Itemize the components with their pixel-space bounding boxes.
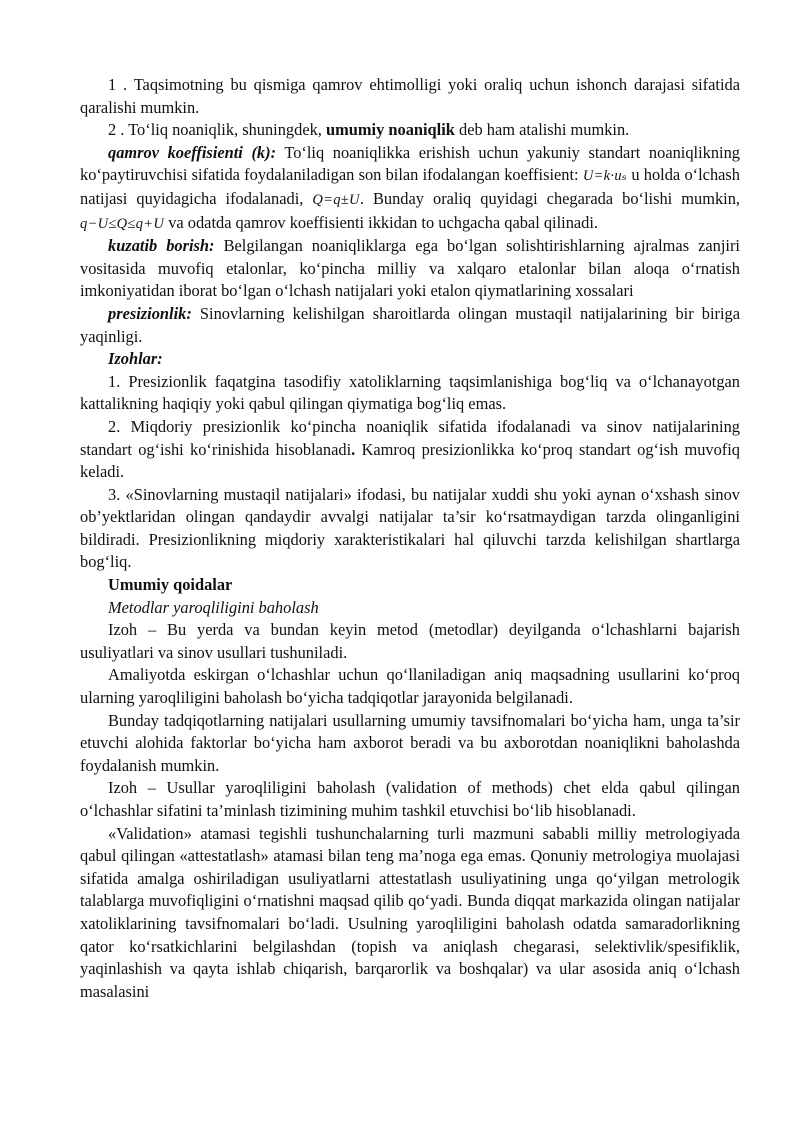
izoh-paragraph: Izoh – Usullar yaroqliligini baholash (validation of methods) chet elda qabul qilingan o‘lchashlar sifatini ta’minlash tizimining muhim tashkil etuvchisi bo‘lib hisoblanadi. — [80, 778, 740, 820]
definition-term: kuzatib borish: — [108, 236, 215, 256]
bold-term: umumiy noaniqlik — [326, 120, 455, 140]
paragraph-text: deb ham atalishi mumkin. — [454, 120, 630, 140]
formula: Q=q±U — [312, 191, 360, 208]
note-item — [80, 416, 740, 484]
definition-traceability — [80, 235, 740, 303]
definition-text: u holda o‘lchash natijasi quyidagicha ifodalanadi, — [80, 165, 740, 208]
subsection-heading: Metodlar yaroqliligini baholash — [108, 597, 319, 617]
definition-term: presizionlik: — [108, 303, 192, 323]
paragraph-note-2 — [80, 119, 740, 142]
izoh-paragraph: Izoh – Bu yerda va bundan keyin metod (metodlar) deyilganda o‘lchashlarni bajarish usuliyatlari va sinov usullari tushuniladi. — [80, 620, 740, 662]
definition-text: To‘liq noaniqlikka erishish uchun yakuniy standart noaniqlikning ko‘paytiruvchisi sifatida foydalaniladigan son bilan ifodalangan koeffisient: — [80, 142, 740, 185]
note-text: Kamroq presizionlikka ko‘proq standart og‘ish muvofiq keladi. — [80, 439, 740, 482]
formula: q−U≤Q≤q+U — [80, 215, 165, 232]
note-item: 1. Presizionlik faqatgina tasodifiy xatoliklarning taqsimlanishiga bog‘liq va o‘lchanayotgan kattalikning haqiqiy yoki qabul qilingan qiymatiga bog‘liq emas. — [80, 371, 740, 414]
notes-heading: Izohlar: — [108, 349, 163, 369]
paragraph-text: 1 . Taqsimotning bu qismiga qamrov ehtimolligi yoki oraliq uchun ishonch darajasi sifatida qaralishi mumkin. — [80, 75, 740, 117]
definition-coverage-factor — [80, 142, 740, 235]
definition-text: Belgilangan noaniqliklarga ega bo‘lgan solishtirishlarning ajralmas zanjiri vositasida muvofiq etalonlar, ko‘pincha milliy va xalqaro etalonlar bilan aloqa o‘rnatish imkoniyatidan iborat bo‘lgan o‘lchash natijalari yoki etalon qiymatlarining xossalari — [80, 236, 740, 301]
body-paragraph: Bunday tadqiqotlarning natijalari usullarning umumiy tavsifnomalari bo‘yicha ham, unga ta’sir etuvchi alohida faktorlar bo‘yicha ham axborot beradi va bu axborotdan noaniqlikni baholashda foydalanish mumkin. — [80, 710, 740, 775]
note-text: . — [351, 439, 356, 459]
definition-text: Sinovlarning kelishilgan sharoitlarda olingan mustaqil natijalarining bir biriga yaqinligi. — [80, 303, 740, 346]
body-paragraph: «Validation» atamasi tegishli tushunchalarning turli mazmuni sababli milliy metrologiyada qabul qilingan «attestatlash» atamasi bilan teng ma’noga ega emas. Qonuniy metrologiya muolajasi sifatida amalga oshiriladigan usuliyatlarni attestatlash usuliyatining unga qo‘yilgan metrologik talablarga muvofiqligini o‘rnatishni maqsad qilib qo‘yadi. Bunda diqqat markazida olingan natijalar xatoliklarining tavsifnomalari bo‘ladi. Usulning yaroqliligini baholash odatda samaradorlikning qator ko‘rsatkichlarini belgilashdan (topish va aniqlash chegarasi, selektivlik/spesifiklik, yaqinlashish va qayta ishlab chiqarish, barqarorlik va boshqalar) va ular asosida aniq o‘lchash masalasini — [80, 823, 740, 1001]
paragraph-text: 2 . To‘liq noaniqlik, shuningdek, — [108, 120, 326, 140]
definition-text: . Bunday oraliq quyidagi chegarada bo‘lishi mumkin, — [359, 188, 740, 208]
formula: U=k·uₛ — [582, 168, 628, 185]
note-text: 2. Miqdoriy presizionlik ko‘pincha noaniqlik sifatida ifodalanadi va sinov natijalarining standart og‘ishi ko‘rinishida hisoblanadi — [80, 416, 740, 459]
body-paragraph: Amaliyotda eskirgan o‘lchashlar uchun qo‘llaniladigan aniq maqsadning usullarini ko‘proq ularning yaroqliligini baholash bo‘yicha tadqiqotlar jarayonida belgilanadi. — [80, 665, 740, 708]
definition-precision — [80, 303, 740, 348]
definition-term: qamrov koeffisienti (k): — [108, 142, 277, 162]
section-heading: Umumiy qoidalar — [108, 575, 233, 595]
note-item: 3. «Sinovlarning mustaqil natijalari» ifodasi, bu natijalar xuddi shu yoki aynan o‘xshash sinov ob’yektlaridan olingan qandaydir avvalgi natijalar ta’sir ko‘rsatmaydigan tarzda olinganligini bildiradi. Presizionlikning miqdoriy xarakteristikalari hal qiluvchi tarzda kelishilgan shartlarga bog‘liq. — [80, 484, 740, 572]
definition-text: va odatda qamrov koeffisienti ikkidan to uchgacha qabal qilinadi. — [164, 212, 599, 232]
paragraph-note-1 — [80, 74, 740, 119]
